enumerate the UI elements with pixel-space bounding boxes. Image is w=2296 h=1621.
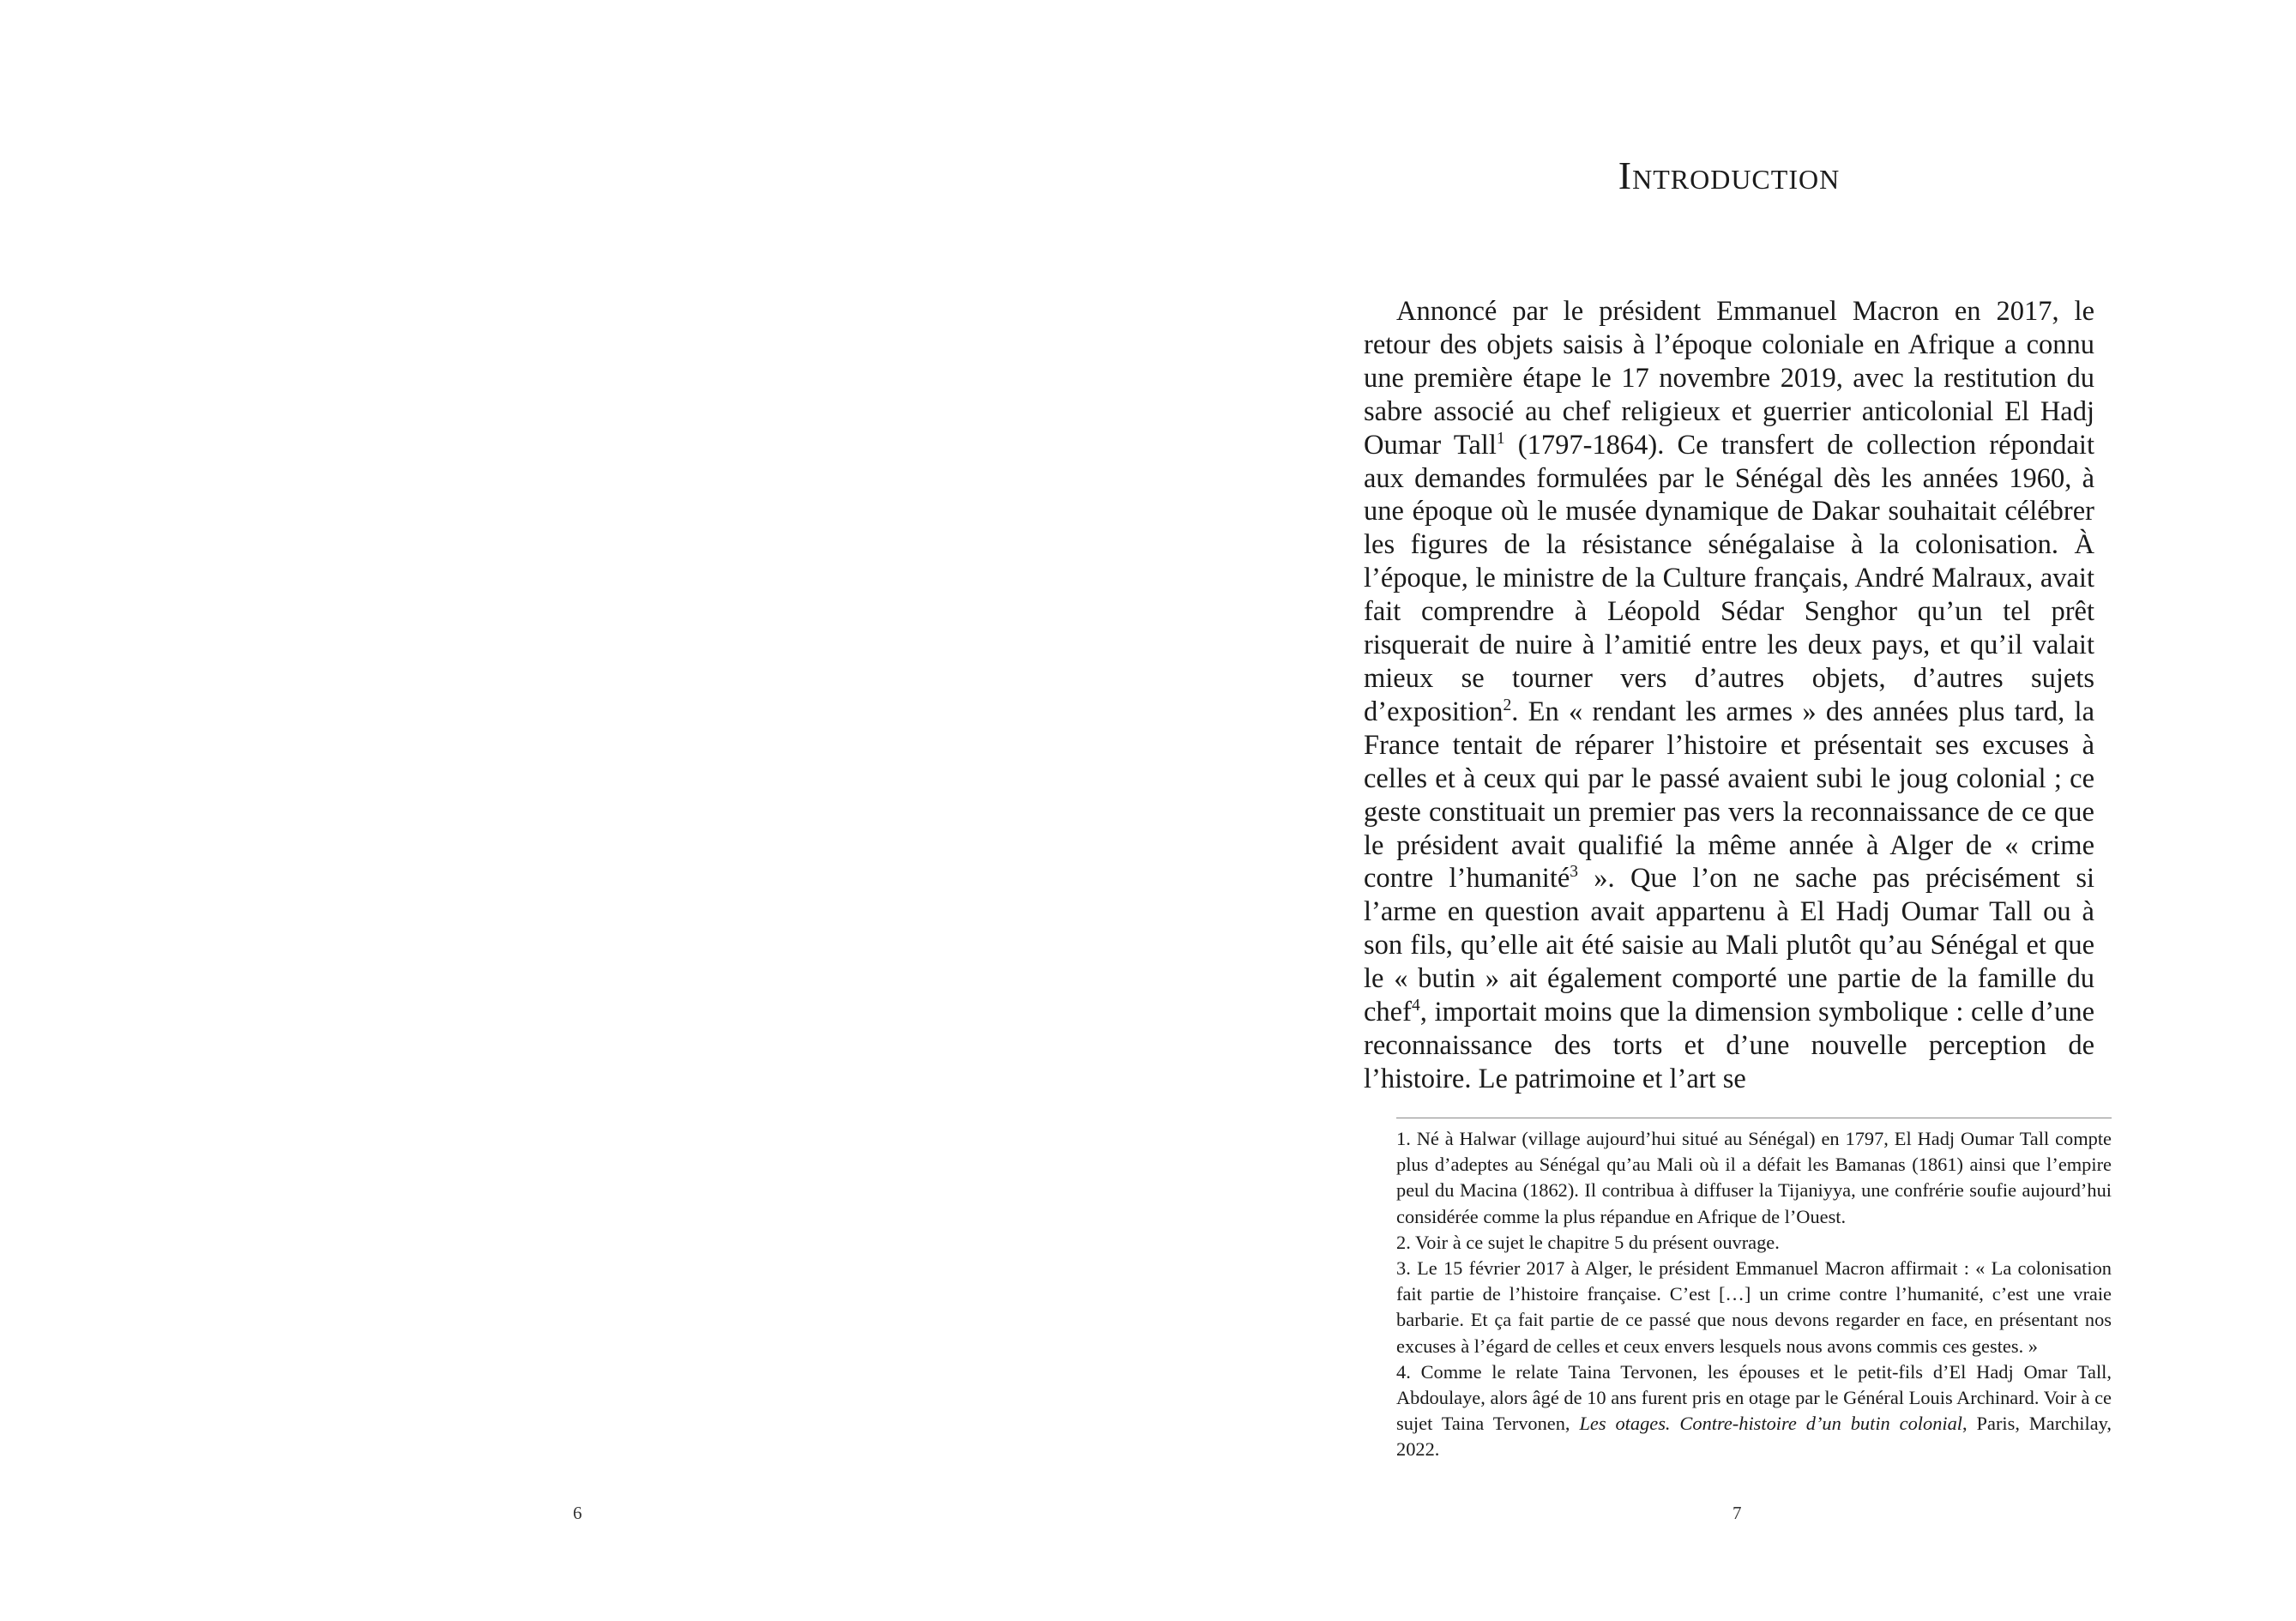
footnote-text: , Paris, Marchilay, 2022.: [1396, 1413, 2112, 1461]
footnote-ref: 1: [1496, 429, 1505, 448]
body-text-segment: Annoncé par le président Emmanuel Macron en 2017, le retour des objets saisis à l’époque coloniale en Afrique a connu une première étape le 17 novembre 2019, avec la restitution du sabre associé au chef religieux et guerrier anticolonial El Hadj Oumar Tall: [1364, 296, 2094, 461]
footnote-ref: 3: [1570, 863, 1579, 882]
footnote-book-title: Les otages. Contre-histoire d’un butin colonial: [1579, 1413, 1963, 1435]
footnote-3: 3. Le 15 février 2017 à Alger, le président Emmanuel Macron affirmait : « La colonisation fait partie de l’histoire française. C’est […] un crime contre l’humanité, c’est une vraie barbarie. Et ça fait partie de ce passé que nous devons regarder en face, en présentant nos excuses à l’égard de celles et ceux envers lesquels nous avons commis ces gestes. »: [1396, 1257, 2112, 1357]
footnote-2: 2. Voir à ce sujet le chapitre 5 du présent ouvrage.: [1396, 1231, 1780, 1253]
chapter-title: Introduction: [1618, 154, 1841, 197]
page-number-left: 6: [573, 1503, 582, 1523]
body-text-segment: , importait moins que la dimension symbolique : celle d’une reconnaissance des torts et d’une nouvelle perception de l’histoire. Le patrimoine et l’art se: [1364, 997, 2094, 1094]
body-text-segment: ». Que l’on ne sache pas précisément si l’arme en question avait appartenu à El Hadj Oumar Tall ou à son fils, qu’elle ait été saisie au Mali plutôt qu’au Sénégal et que le « butin » ait également comporté une partie de la famille du chef: [1364, 863, 2094, 1028]
footnote-text: 4. Comme le relate Taina Tervonen, les épouses et le petit-fils d’El Hadj Omar Tall, Abdoulaye, alors âgé de 10 ans furent pris en otage par le Général Louis Archinard. Voir à ce sujet Taina Tervonen,: [1396, 1360, 2112, 1435]
footnote-ref: 4: [1411, 997, 1420, 1015]
footnotes: [1396, 1126, 2112, 1463]
footnote-ref: 2: [1503, 696, 1512, 715]
body-paragraph: [1364, 295, 2094, 1096]
footnote-4: [1396, 1359, 2112, 1463]
footnote-1: 1. Né à Halwar (village aujourd’hui situé au Sénégal) en 1797, El Hadj Oumar Tall compte plus d’adeptes au Sénégal qu’au Mali où il a défait les Bamanas (1861) ainsi que l’empire peul du Macina (1862). Il contribua à diffuser la Tijaniyya, une confrérie soufie aujourd’hui considérée comme la plus répandue en Afrique de l’Ouest.: [1396, 1128, 2112, 1227]
body-text-segment: (1797-1864). Ce transfert de collection répondait aux demandes formulées par le Sénégal dès les années 1960, à une époque où le musée dynamique de Dakar souhaitait célébrer les figures de la résistance sénégalaise à la colonisation. À l’époque, le ministre de la Culture français, André Malraux, avait fait comprendre à Léopold Sédar Senghor qu’un tel prêt risquerait de nuire à l’amitié entre les deux pays, et qu’il valait mieux se tourner vers d’autres objets, d’autres sujets d’exposition: [1364, 429, 2094, 727]
body-text-segment: . En « rendant les armes » des années plus tard, la France tentait de réparer l’histoire et présentait ses excuses à celles et à ceux qui par le passé avaient subi le joug colonial ; ce geste constituait un premier pas vers la reconnaissance de ce que le président avait qualifié la même année à Alger de « crime contre l’humanité: [1364, 696, 2094, 895]
page-number-right: 7: [1733, 1503, 1742, 1523]
